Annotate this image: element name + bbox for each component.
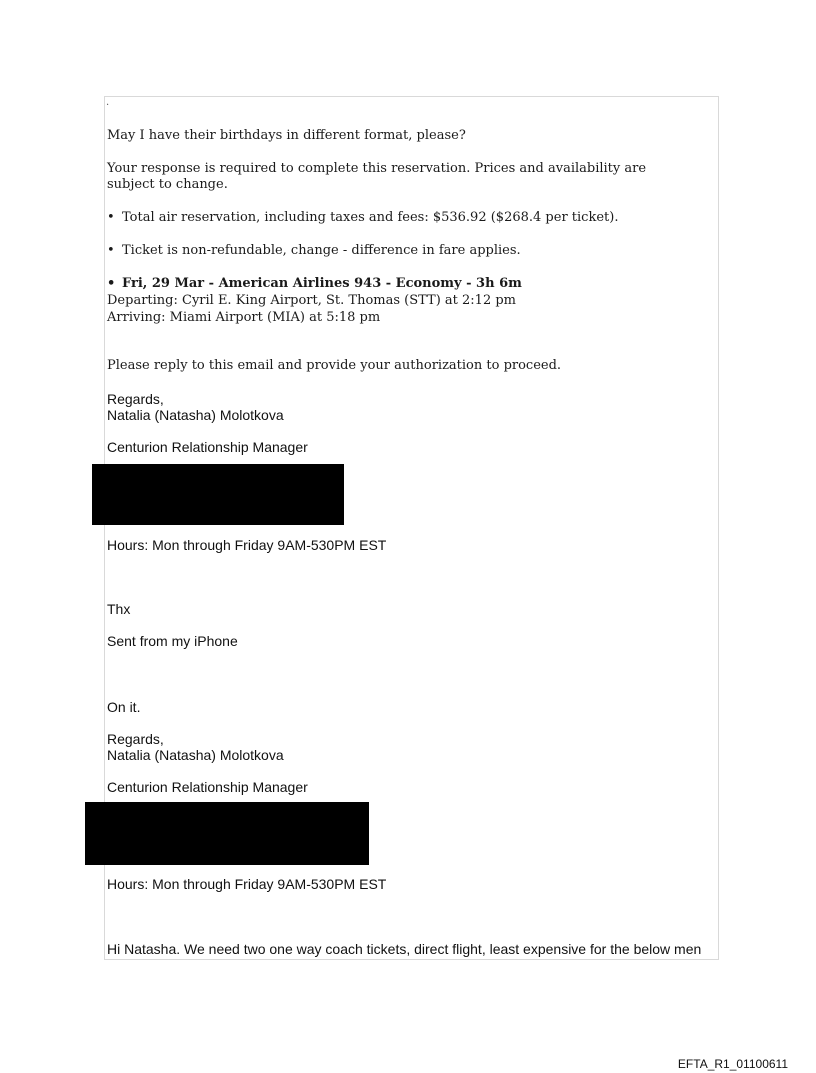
- ticket-policy-item: [107, 243, 521, 259]
- arriving-line: Arriving: Miami Airport (MIA) at 5:18 pm: [107, 310, 381, 325]
- bullet-glyph: •: [107, 276, 116, 291]
- total-reservation-item: [107, 210, 618, 226]
- ticket-policy-text: Ticket is non-refundable, change - difference in fare applies.: [122, 243, 521, 258]
- total-reservation-text: Total air reservation, including taxes and fees: $536.92 ($268.4 per ticket).: [122, 210, 619, 225]
- document-id: EFTA_R1_01100611: [677, 1057, 788, 1071]
- bullet-glyph: •: [107, 210, 115, 225]
- on-it-message: On it.: [107, 699, 141, 715]
- flight-heading-item: [107, 276, 522, 292]
- sent-from-iphone: Sent from my iPhone: [107, 633, 238, 649]
- signature-1-title: Centurion Relationship Manager: [107, 439, 308, 455]
- signature-2-hours: Hours: Mon through Friday 9AM-530PM EST: [107, 876, 387, 892]
- reply-request: Please reply to this email and provide your authorization to proceed.: [107, 358, 562, 373]
- departing-line: Departing: Cyril E. King Airport, St. Thomas (STT) at 2:12 pm: [107, 293, 516, 308]
- signature-1-regards: Regards,: [107, 391, 164, 407]
- flight-heading-text: Fri, 29 Mar - American Airlines 943 - Economy - 3h 6m: [122, 276, 522, 291]
- leading-marker: .: [106, 97, 110, 108]
- response-required-line-1: Your response is required to complete this reservation. Prices and availability are: [107, 161, 647, 176]
- thx-message: Thx: [107, 601, 131, 617]
- birthday-question: May I have their birthdays in different format, please?: [107, 128, 466, 143]
- redaction-block-1: [92, 464, 344, 525]
- original-request: Hi Natasha. We need two one way coach tickets, direct flight, least expensive for the below men: [107, 941, 702, 957]
- signature-2-title: Centurion Relationship Manager: [107, 779, 308, 795]
- signature-1-hours: Hours: Mon through Friday 9AM-530PM EST: [107, 537, 387, 553]
- redaction-block-2: [85, 802, 369, 865]
- signature-1-name: Natalia (Natasha) Molotkova: [107, 407, 284, 423]
- signature-2-name: Natalia (Natasha) Molotkova: [107, 747, 284, 763]
- response-required-line-2: subject to change.: [107, 177, 228, 192]
- signature-2-regards: Regards,: [107, 731, 164, 747]
- bullet-glyph: •: [107, 243, 115, 258]
